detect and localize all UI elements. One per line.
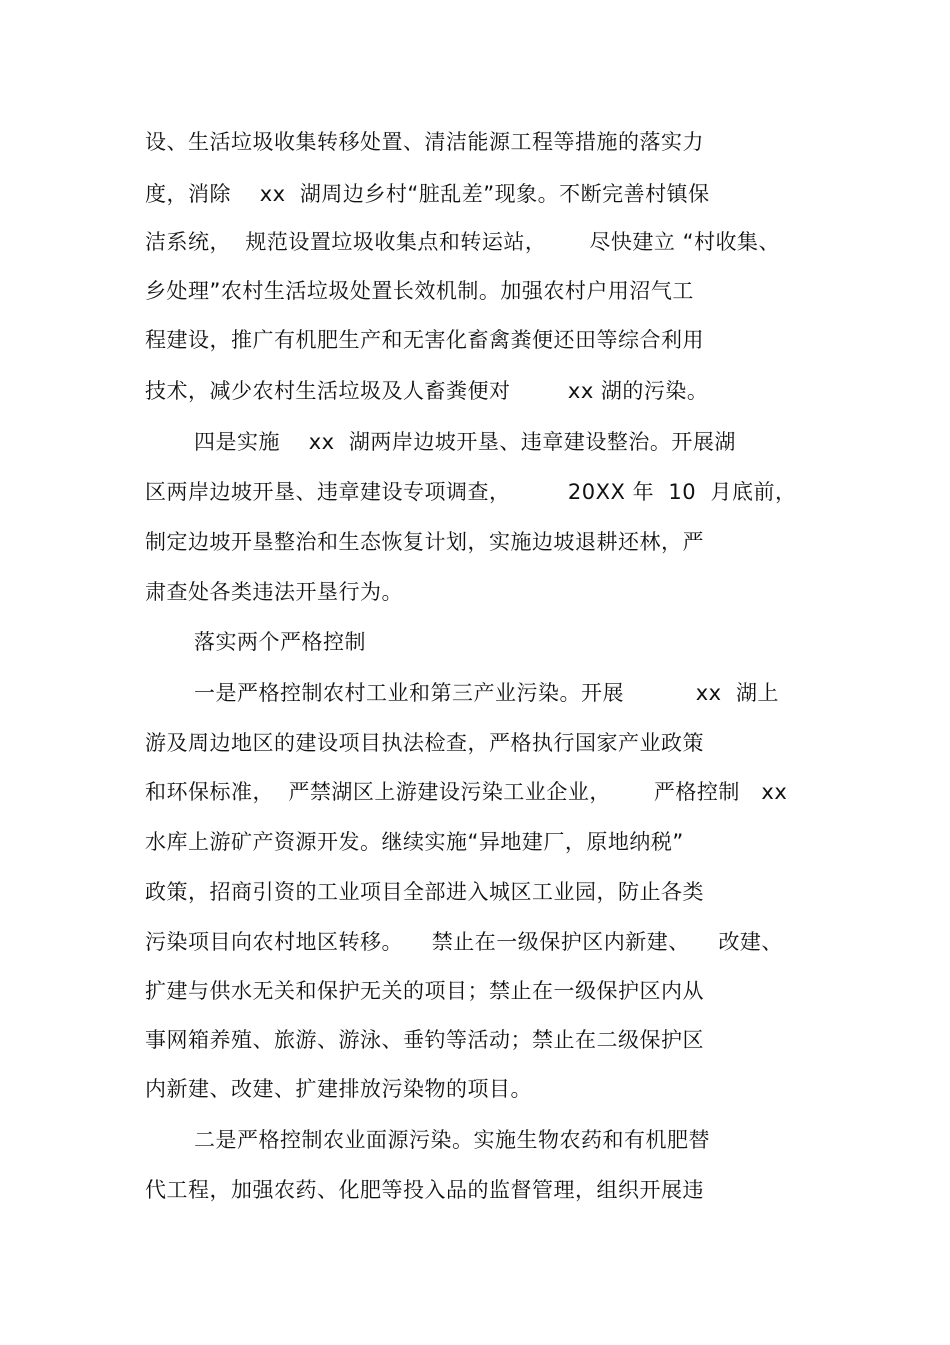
paragraph-start-line: 四是实施 xx 湖两岸边坡开垦、违章建设整治。开展湖	[194, 430, 736, 454]
text-line: 乡处理”农村生活垃圾处置长效机制。加强农村户用沼气工	[145, 279, 694, 303]
text-line: 度，消除 xx 湖周边乡村“脏乱差”现象。不断完善村镇保	[145, 182, 710, 206]
paragraph-start-line: 一是严格控制农村工业和第三产业污染。开展 xx 湖上	[194, 681, 779, 705]
text-line: 和环保标准， 严禁湖区上游建设污染工业企业， 严格控制 xx	[145, 780, 788, 804]
text-line: 污染项目向农村地区转移。 禁止在一级保护区内新建、 改建、	[145, 930, 783, 954]
text-line: 内新建、改建、扩建排放污染物的项目。	[145, 1077, 532, 1101]
text-line: 技术，减少农村生活垃圾及人畜粪便对 xx 湖的污染。	[145, 379, 709, 403]
text-line: 制定边坡开垦整治和生态恢复计划，实施边坡退耕还林，严	[145, 530, 704, 554]
text-line: 代工程，加强农药、化肥等投入品的监督管理，组织开展违	[145, 1178, 704, 1202]
text-line: 事网箱养殖、旅游、游泳、垂钓等活动；禁止在二级保护区	[145, 1028, 704, 1052]
text-line: 水库上游矿产资源开发。继续实施“异地建厂，原地纳税”	[145, 830, 684, 854]
text-line: 洁系统， 规范设置垃圾收集点和转运站， 尽快建立 “村收集、	[145, 230, 780, 254]
text-line: 设、生活垃圾收集转移处置、清洁能源工程等措施的落实力	[145, 130, 704, 154]
text-line: 区两岸边坡开垦、违章建设专项调查， 20XX 年 10 月底前，	[145, 480, 797, 504]
section-heading: 落实两个严格控制	[194, 630, 366, 654]
text-line: 程建设，推广有机肥生产和无害化畜禽粪便还田等综合利用	[145, 328, 704, 352]
text-line: 扩建与供水无关和保护无关的项目；禁止在一级保护区内从	[145, 979, 704, 1003]
paragraph-start-line: 二是严格控制农业面源污染。实施生物农药和有机肥替	[194, 1128, 710, 1152]
text-line: 游及周边地区的建设项目执法检查，严格执行国家产业政策	[145, 731, 704, 755]
text-line: 肃查处各类违法开垦行为。	[145, 580, 403, 604]
text-line: 政策，招商引资的工业项目全部进入城区工业园，防止各类	[145, 880, 704, 904]
